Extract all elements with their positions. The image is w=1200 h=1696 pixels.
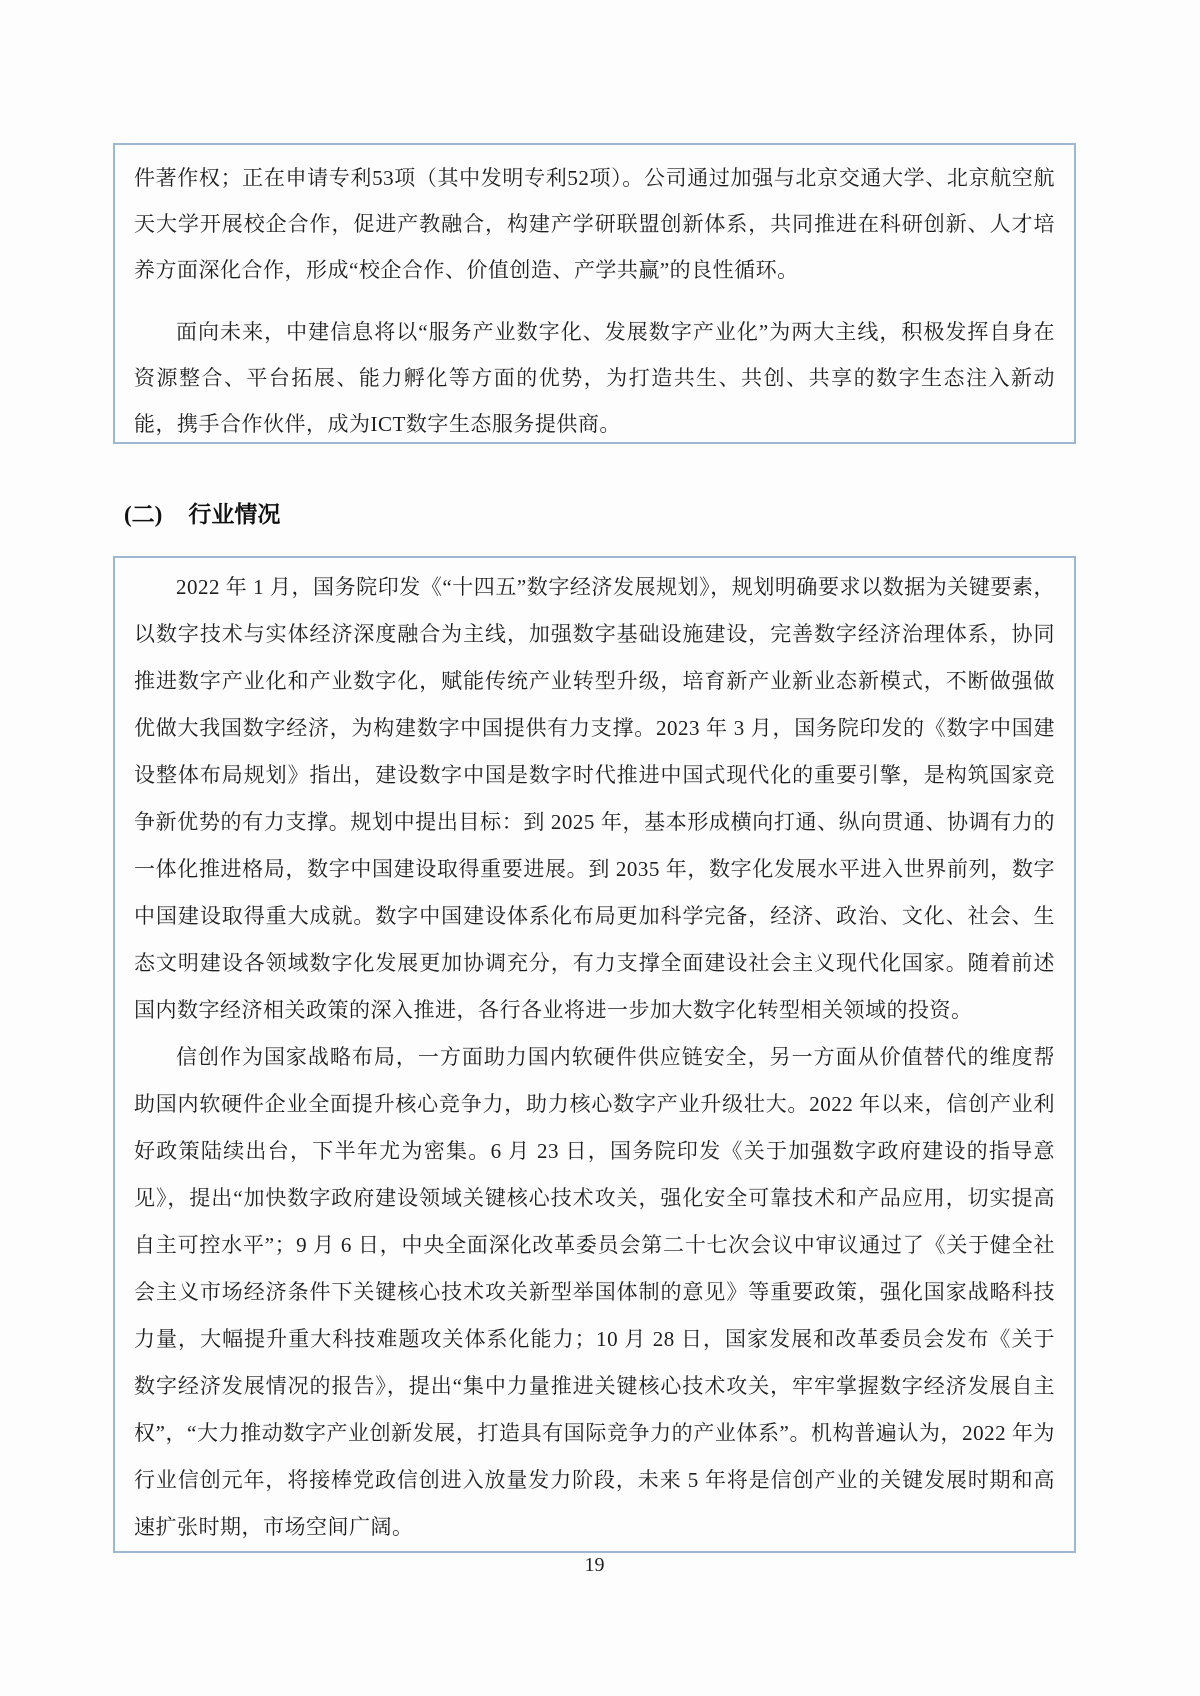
paragraph-building-materials <box>134 1551 1055 1553</box>
paragraph-xinchuang-policy: 信创作为国家战略布局，一方面助力国内软硬件供应链安全，另一方面从价值替代的维度帮助国内软硬件企业全面提升核心竞争力，助力核心数字产业升级壮大。2022 年以来，信创产业利好政策陆续出台，下半年尤为密集。6 月 23 日，国务院印发《关于加强数字政府建设的指导意见》，提出“加快数字政府建设领域关键核心技术攻关，强化安全可靠技术和产品应用，切实提高自主可控水平”；9 月 6 日，中央全面深化改革委员会第二十七次会议中审议通过了《关于健全社会主义市场经济条件下关键核心技术攻关新型举国体制的意见》等重要政策，强化国家战略科技力量，大幅提升重大科技难题攻关体系化能力；10 月 28 日，国家发展和改革委员会发布《关于数字经济发展情况的报告》，提出“集中力量推进关键核心技术攻关，牢牢掌握数字经济发展自主权”，“大力推动数字产业创新发展，打造具有国际竞争力的产业体系”。机构普遍认为，2022 年为行业信创元年，将接棒党政信创进入放量发力阶段，未来 5 年将是信创产业的关键发展时期和高速扩张时期，市场空间广阔。 <box>134 1045 1055 1539</box>
paragraph-future-strategy: 面向未来，中建信息将以“服务产业数字化、发展数字产业化”为两大主线，积极发挥自身在资源整合、平台拓展、能力孵化等方面的优势，为打造共生、共创、共享的数字生态注入新动能，携手合作伙伴，成为ICT数字生态服务提供商。 <box>134 320 1055 436</box>
industry-overview-textbox <box>113 556 1076 1553</box>
section-heading-number: (二) <box>124 502 163 527</box>
paragraph-digital-economy-policy: 2022 年 1 月，国务院印发《“十四五”数字经济发展规划》，规划明确要求以数据为关键要素，以数字技术与实体经济深度融合为主线，加强数字基础设施建设，完善数字经济治理体系，协同推进数字产业化和产业数字化，赋能传统产业转型升级，培育新产业新业态新模式，不断做强做优做大我国数字经济，为构建数字中国提供有力支撑。2023 年 3 月，国务院印发的《数字中国建设整体布局规划》指出，建设数字中国是数字时代推进中国式现代化的重要引擎，是构筑国家竞争新优势的有力支撑。规划中提出目标：到 2025 年，基本形成横向打通、纵向贯通、协调有力的一体化推进格局，数字中国建设取得重要进展。到 2035 年，数字化发展水平进入世界前列，数字中国建设取得重大成就。数字中国建设体系化布局更加科学完备，经济、政治、文化、社会、生态文明建设各领域数字化发展更加协调充分，有力支撑全面建设社会主义现代化国家。随着前述国内数字经济相关政策的深入推进，各行各业将进一步加大数字化转型相关领域的投资。 <box>134 575 1055 1022</box>
company-outlook-textbox <box>113 143 1076 444</box>
page-number: 19 <box>584 1554 605 1576</box>
section-heading-title: 行业情况 <box>188 502 281 527</box>
paragraph-patents-cooperation: 件著作权；正在申请专利53项（其中发明专利52项）。公司通过加强与北京交通大学、北京航空航天大学开展校企合作，促进产教融合，构建产学研联盟创新体系，共同推进在科研创新、人才培养方面深化合作，形成“校企合作、价值创造、产学共赢”的良性循环。 <box>134 166 1055 282</box>
section-heading <box>124 496 280 529</box>
